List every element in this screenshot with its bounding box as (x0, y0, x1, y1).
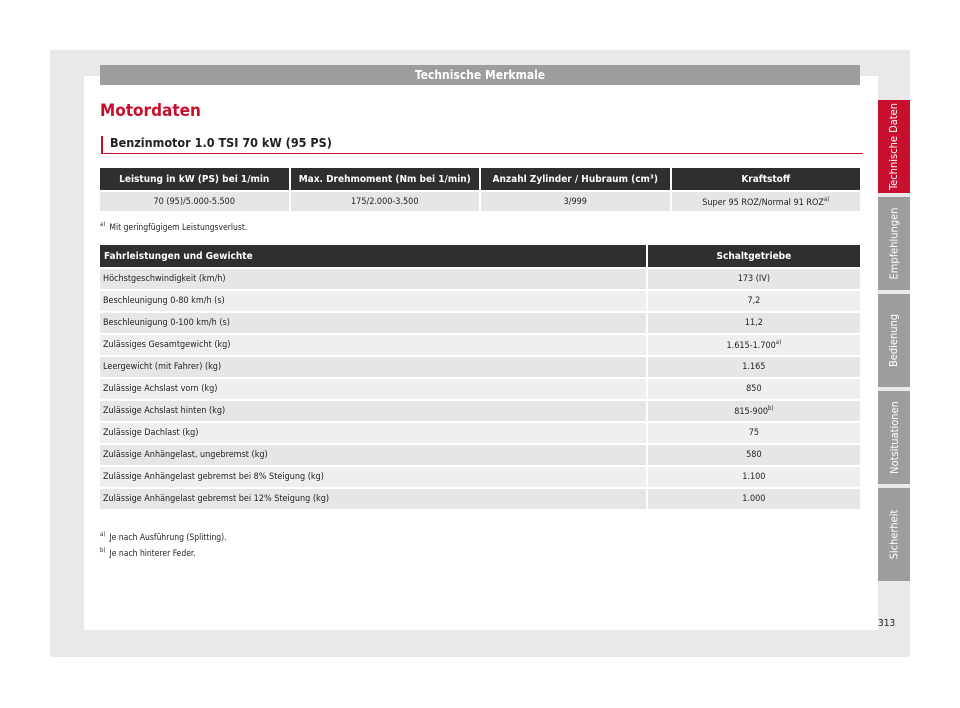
col-header: Max. Drehmoment (Nm bei 1/min) (291, 168, 480, 190)
side-tab-sicherheit[interactable] (878, 488, 910, 581)
row-label: Zulässige Anhängelast gebremst bei 12% Steigung (kg) (100, 489, 646, 509)
value-text: 815-900 (734, 407, 769, 417)
row-label: Beschleunigung 0-100 km/h (s) (100, 313, 646, 333)
row-value (648, 423, 860, 443)
table-row (100, 357, 860, 377)
row-label: Leergewicht (mit Fahrer) (kg) (100, 357, 646, 377)
row-value (648, 401, 860, 421)
value-text: 1.615-1.700 (726, 341, 776, 351)
col-header: Leistung in kW (PS) bei 1/min (100, 168, 289, 190)
value-text: 75 (748, 428, 760, 438)
row-value (648, 445, 860, 465)
table-row (100, 335, 860, 355)
side-tab-label: Bedienung (887, 313, 901, 368)
row-value (648, 357, 860, 377)
value-text: 580 (746, 450, 762, 460)
subheading (101, 136, 863, 154)
row-label: Zulässiges Gesamtgewicht (kg) (100, 335, 646, 355)
table-row (100, 269, 860, 289)
row-label: Zulässige Anhängelast, ungebremst (kg) (100, 445, 646, 465)
performance-table-header (100, 245, 860, 267)
row-value (648, 269, 860, 289)
side-tab-label: Notsituationen (887, 401, 901, 474)
footnote-ref: b) (768, 405, 774, 412)
table-row (100, 489, 860, 509)
footnote-mark: a) (100, 531, 106, 538)
table-row (100, 313, 860, 333)
footnote-text: Mit geringfügigem Leistungsverlust. (109, 223, 248, 233)
side-tab-empfehlungen[interactable] (878, 197, 910, 290)
footnote-mark: b) (100, 547, 106, 554)
row-value (648, 313, 860, 333)
footnote-text: Je nach Ausführung (Splitting). (109, 533, 227, 543)
value-text: 1.000 (742, 494, 766, 504)
table-row (100, 401, 860, 421)
col-header: Anzahl Zylinder / Hubraum (cm³) (481, 168, 670, 190)
side-tab-bedienung[interactable] (878, 294, 910, 387)
footnote-ref: a) (823, 195, 830, 203)
col-header: Schaltgetriebe (648, 245, 860, 267)
side-tab-label: Technische Daten (887, 102, 901, 191)
section-title: Motordaten (100, 101, 201, 121)
row-label: Höchstgeschwindigkeit (km/h) (100, 269, 646, 289)
footnote-text: Je nach hinterer Feder. (109, 549, 196, 559)
col-header: Fahrleistungen und Gewichte (100, 245, 646, 267)
row-label: Zulässige Achslast vorn (kg) (100, 379, 646, 399)
row-value (648, 467, 860, 487)
table-row (100, 445, 860, 465)
footnote (100, 531, 227, 543)
value-text: 7,2 (747, 296, 761, 306)
value-text: 850 (746, 384, 762, 394)
side-tab-notsituationen[interactable] (878, 391, 910, 484)
value-text: 1.165 (742, 362, 766, 372)
table-cell (672, 192, 861, 211)
page-number: 313 (878, 618, 896, 629)
cell-text: Super 95 ROZ/Normal 91 ROZ (702, 197, 824, 208)
row-value (648, 335, 860, 355)
value-text: 1.100 (742, 472, 766, 482)
row-value (648, 291, 860, 311)
row-label: Zulässige Dachlast (kg) (100, 423, 646, 443)
side-tab-technische-daten[interactable] (878, 100, 910, 193)
table-row (100, 192, 860, 211)
table-cell: 175/2.000-3.500 (291, 192, 480, 211)
side-tab-label: Empfehlungen (887, 207, 901, 280)
engine-table-header (100, 168, 860, 190)
row-value (648, 379, 860, 399)
row-label: Zulässige Anhängelast gebremst bei 8% Steigung (kg) (100, 467, 646, 487)
table-row (100, 467, 860, 487)
row-value (648, 489, 860, 509)
footnote (100, 547, 196, 559)
subheading-text: Benzinmotor 1.0 TSI 70 kW (95 PS) (110, 135, 332, 150)
row-label: Beschleunigung 0-80 km/h (s) (100, 291, 646, 311)
performance-table (98, 243, 862, 511)
table-row (100, 423, 860, 443)
engine-table (98, 166, 862, 213)
side-tab-label: Sicherheit (887, 509, 901, 560)
table-cell: 70 (95)/5.000-5.500 (100, 192, 289, 211)
table-row (100, 291, 860, 311)
table-cell: 3/999 (481, 192, 670, 211)
footnote-mark: a) (100, 221, 106, 228)
table-row (100, 379, 860, 399)
footnote-ref: a) (775, 339, 782, 346)
header-bar: Technische Merkmale (100, 65, 860, 85)
value-text: 173 (IV) (737, 274, 770, 284)
footnote (100, 221, 247, 233)
row-label: Zulässige Achslast hinten (kg) (100, 401, 646, 421)
value-text: 11,2 (744, 318, 763, 328)
col-header: Kraftstoff (672, 168, 861, 190)
